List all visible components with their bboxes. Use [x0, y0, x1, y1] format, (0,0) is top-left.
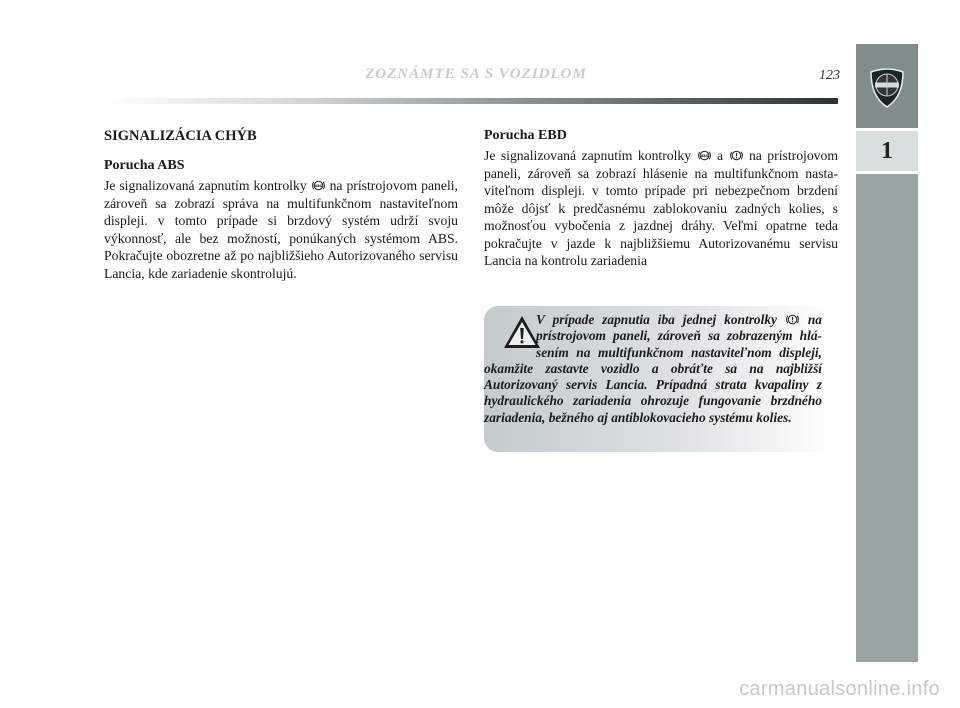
running-header-title: ZOZNÁMTE SA S VOZIDLOM	[365, 66, 587, 82]
left-column	[104, 127, 458, 282]
warning-text-part: na prístrojovom paneli, zároveň sa zobrazeným hlásením na multifunkčnom nastaviteľnom displeji, okamžite zastavte vozidlo a obráťte sa na najbližší Autorizovaný servis Lancia. Prípadná strata kvapaliny z hydraulického zariadenia ohrozuje fungovanie brzdného zariadenia, bežného aj antiblokovacieho systému kolies.	[484, 312, 822, 425]
svg-text:ABS: ABS	[700, 153, 708, 158]
ebd-text-part: na prístrojovom paneli, zároveň sa zobrazí hlásenie na multifunkčnom nastaviteľnom displeji. v tomto prípade pri nebezpečnom brzdení môže dôjsť k predčasnému zablokovaniu zadných kolies, s možnosťou vybočenia z jazdnej dráhy. Veľmi opatrne teda pokračujte v jazde k najbližšiemu Autorizovanému servisu Lancia na kontrolu zariadenia	[484, 148, 839, 268]
warning-text-part: V prípade zapnutia iba jednej kontrolky	[536, 312, 777, 327]
lancia-shield-icon	[870, 68, 904, 108]
warning-text	[484, 306, 830, 426]
abs-fault-text	[104, 177, 458, 282]
header-rule	[104, 98, 838, 104]
brake-warning-light-icon	[730, 149, 743, 162]
chapter-sidebar	[856, 44, 918, 662]
chapter-tab[interactable]: 1	[856, 131, 918, 171]
ebd-text-part: Je signalizovaná zapnutím kontrolky	[484, 148, 692, 163]
sidebar-logo-box	[856, 44, 918, 128]
right-column	[484, 127, 838, 270]
warning-box	[484, 306, 834, 452]
abs-warning-light-icon	[312, 179, 325, 192]
abs-fault-heading: Porucha ABS	[104, 158, 185, 173]
ebd-fault-heading: Porucha EBD	[484, 128, 567, 143]
footer-watermark: carmanualsonline.info	[739, 678, 940, 700]
ebd-text-part: a	[717, 148, 724, 163]
abs-text-part: na prístrojovom paneli, zároveň sa zobrazí správa na multifunkčnom nastaviteľnom displeji. v tomto prípade si brzdový systém udrží svoju výkonnosť, ale bez možností, ponúkaných systémom ABS. Pokračujte obozretne až po najbližšieho Autorizovaného servisu Lancia, kde zariadenie skontrolujú.	[104, 178, 458, 281]
svg-text:ABS: ABS	[314, 183, 322, 188]
abs-text-part: Je signalizovaná zapnutím kontrolky	[104, 178, 307, 193]
sidebar-separator	[856, 171, 918, 174]
ebd-fault-text	[484, 147, 838, 270]
page-number: 123	[819, 68, 840, 83]
abs-warning-light-icon	[698, 149, 711, 162]
section-title: SIGNALIZÁCIA CHÝB	[104, 128, 257, 144]
brake-warning-light-icon	[786, 313, 799, 326]
